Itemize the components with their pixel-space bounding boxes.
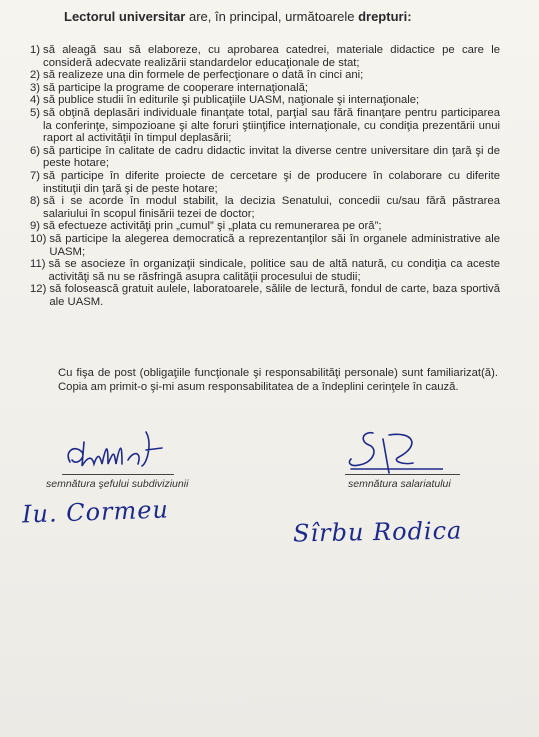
document-heading [64,8,504,25]
employee-signature-caption: semnătura salariatului [348,478,451,490]
right-item [30,107,500,145]
right-item [30,283,500,308]
right-item [30,82,500,95]
right-item [30,145,500,170]
right-number: 12) [30,283,47,296]
right-number: 6) [30,144,41,157]
right-text: să publice studii în editurile şi publicaţiile UASM, naţionale şi internaţionale; [43,94,420,107]
head-handwritten-name: Iu. Cormeu [21,495,170,529]
heading-rights: drepturi: [358,9,412,24]
head-signature-line [62,474,174,475]
right-text: să participe în calitate de cadru didactic invitat la diverse centre universitare din ţară şi de peste hotare; [43,144,500,170]
right-item [30,195,500,220]
right-text: să efectueze activităţi prin „cumul” şi „plata cu remunerarea pe oră”; [43,220,382,233]
right-text: să aleagă sau să elaboreze, cu aprobarea catedrei, materiale didactice pe care le consideră adecvate realizării standardelor educaţionale de stat; [43,44,500,69]
right-text: să se asocieze în organizaţii sindicale, politice sau de altă natură, cu condiţia ca aceste activităţi să nu se răsfringă asupra calităţii procesului de studii; [48,258,500,283]
right-text: să i se acorde în modul stabilit, la decizia Senatului, concedii cu/sau fără păstrarea salariului în scopul finisării tezei de doctor; [43,195,500,220]
right-item [30,220,500,233]
rights-list [30,44,500,308]
employee-signature-line [345,474,460,475]
right-text: să realizeze una din formele de perfecţionare o dată în cinci ani; [43,69,364,82]
right-text: să participe la programe de cooperare internaţională; [43,81,309,94]
right-item [30,94,500,107]
right-number: 3) [30,81,41,94]
right-item [30,258,500,283]
right-number: 5) [30,106,41,119]
right-number: 10) [30,232,47,245]
right-number: 4) [30,94,41,107]
right-item [30,44,500,69]
right-number: 2) [30,69,41,82]
right-number: 1) [30,44,41,56]
right-item [30,170,500,195]
right-number: 9) [30,220,41,233]
heading-role: Lectorul universitar [64,9,186,24]
right-number: 7) [30,169,41,182]
heading-middle: are, în principal, următoarele [185,9,359,24]
head-signature-caption: semnătura şefului subdiviziunii [46,478,189,490]
right-text: să participe la alegerea democratică a reprezentanţilor săi în organele administrative ale UASM; [49,232,500,258]
right-text: să participe în diferite proiecte de cercetare şi de producere în colaborare cu diferite instituţii din ţară şi de peste hotare; [43,169,500,195]
employee-handwritten-name: Sîrbu Rodica [292,516,463,548]
right-text: să folosească gratuit aulele, laboratoarele, sălile de lectură, fondul de carte, baza sportivă ale UASM. [49,283,500,308]
employee-signature [343,425,443,477]
right-number: 11) [30,258,46,271]
right-text: să obţină deplasări individuale finanţate total, parţial sau fără finanţare pentru participarea la conferinţe, simpozioane şi alte foruri ştiinţifice internaţionale, cu condiţia prezentării unui raport al activităţii în timpul deplasării; [43,106,500,145]
acknowledgement-paragraph: Cu fişa de post (obligaţiile funcţionale şi responsabilităţi personale) sunt familiarizat(ă). Copia am primit-o şi-mi asum responsabilitatea de a îndeplini cerinţele în cauză. [58,367,498,393]
right-item [30,233,500,258]
right-number: 8) [30,195,41,208]
head-signature [62,422,182,476]
right-item [30,69,500,82]
